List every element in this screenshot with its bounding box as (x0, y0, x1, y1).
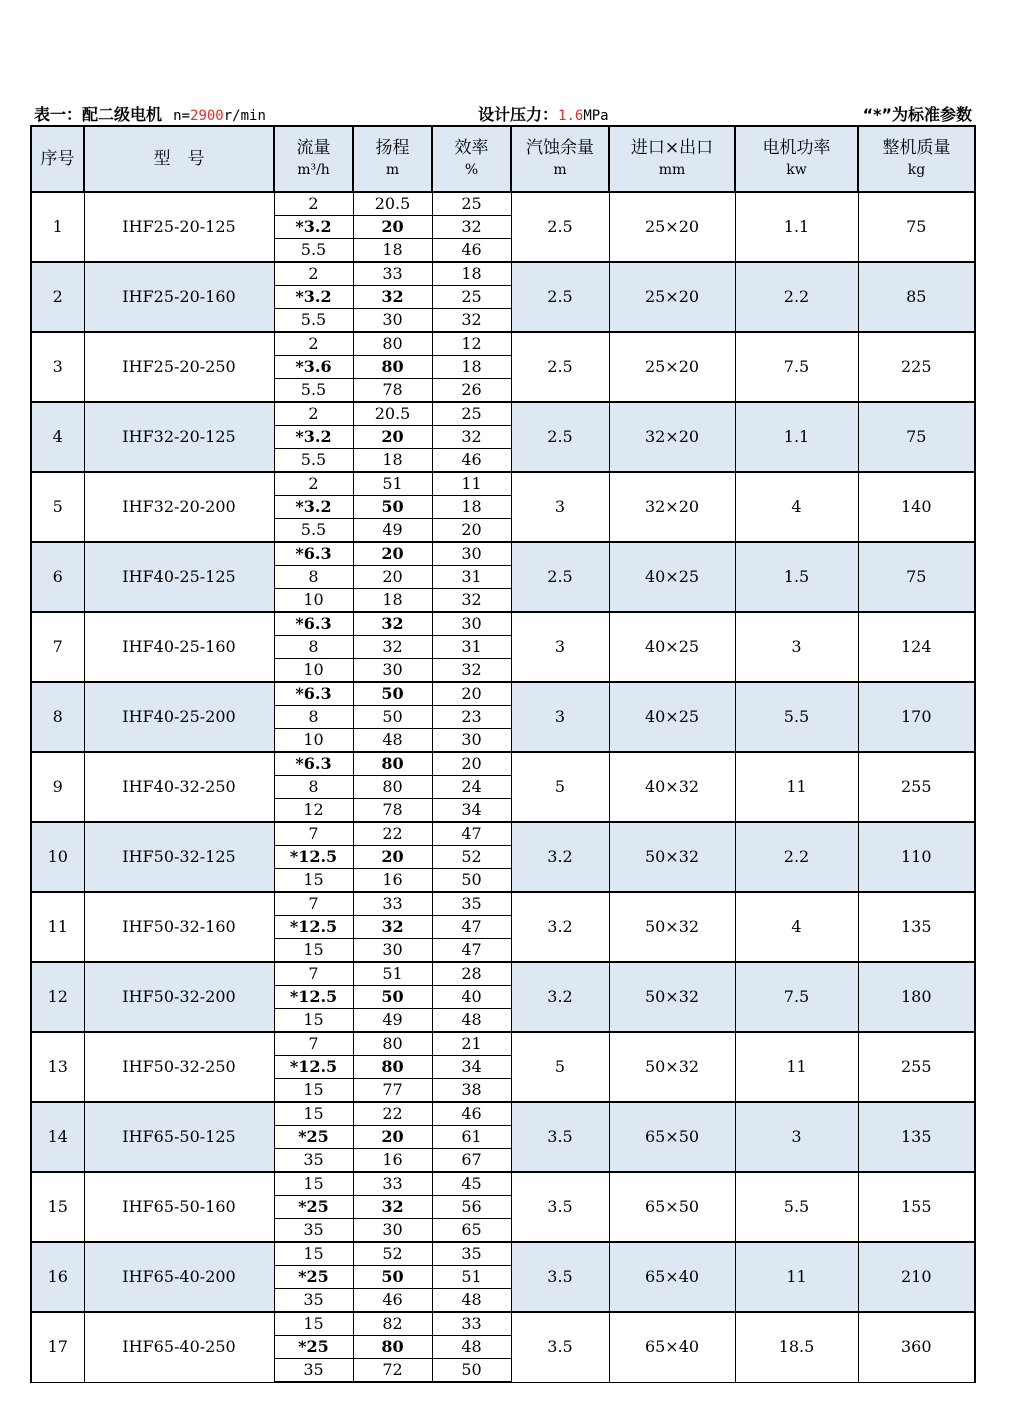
head-cell: 80 (353, 1032, 432, 1056)
table-row (31, 1312, 975, 1336)
header-efficiency: 效率 % (432, 126, 511, 192)
model-cell: IHF40-32-250 (84, 752, 274, 822)
power-cell: 1.1 (735, 402, 858, 472)
port-cell: 50×32 (609, 1032, 735, 1102)
mass-cell: 75 (858, 402, 975, 472)
efficiency-cell: 56 (432, 1196, 511, 1219)
model-cell: IHF25-20-250 (84, 332, 274, 402)
head-cell: 50 (353, 496, 432, 519)
head-cell: 20 (353, 216, 432, 239)
flow-cell: 8 (274, 776, 353, 799)
flow-cell: *6.3 (274, 542, 353, 566)
port-cell: 25×20 (609, 192, 735, 262)
pressure-unit: MPa (583, 108, 609, 124)
efficiency-cell: 46 (432, 449, 511, 473)
npsh-cell: 3.5 (511, 1172, 609, 1242)
head-cell: 50 (353, 986, 432, 1009)
power-cell: 1.1 (735, 192, 858, 262)
row-number-cell: 15 (31, 1172, 84, 1242)
flow-cell: 2 (274, 192, 353, 216)
efficiency-cell: 26 (432, 379, 511, 403)
mass-cell: 140 (858, 472, 975, 542)
port-cell: 40×25 (609, 542, 735, 612)
head-cell: 20 (353, 1126, 432, 1149)
efficiency-cell: 20 (432, 682, 511, 706)
efficiency-cell: 32 (432, 659, 511, 683)
port-cell: 65×50 (609, 1102, 735, 1172)
power-cell: 5.5 (735, 682, 858, 752)
port-cell: 25×20 (609, 262, 735, 332)
flow-cell: 8 (274, 636, 353, 659)
mass-cell: 124 (858, 612, 975, 682)
caption-pressure (478, 104, 609, 127)
row-number-cell: 9 (31, 752, 84, 822)
power-cell: 1.5 (735, 542, 858, 612)
head-cell: 46 (353, 1289, 432, 1313)
model-cell: IHF25-20-160 (84, 262, 274, 332)
npsh-cell: 5 (511, 1032, 609, 1102)
npsh-cell: 3.5 (511, 1242, 609, 1312)
flow-cell: *3.6 (274, 356, 353, 379)
port-cell: 50×32 (609, 962, 735, 1032)
row-number-cell: 4 (31, 402, 84, 472)
table-body (31, 192, 975, 1382)
flow-cell: 5.5 (274, 239, 353, 263)
mass-cell: 110 (858, 822, 975, 892)
flow-cell: 10 (274, 589, 353, 613)
efficiency-cell: 18 (432, 496, 511, 519)
mass-cell: 255 (858, 752, 975, 822)
model-cell: IHF32-20-125 (84, 402, 274, 472)
head-cell: 80 (353, 776, 432, 799)
model-cell: IHF32-20-200 (84, 472, 274, 542)
efficiency-cell: 20 (432, 752, 511, 776)
standard-note: “*”为标准参数 (862, 105, 972, 124)
power-cell: 3 (735, 612, 858, 682)
head-cell: 32 (353, 286, 432, 309)
flow-cell: 5.5 (274, 309, 353, 333)
mass-cell: 360 (858, 1312, 975, 1382)
efficiency-cell: 40 (432, 986, 511, 1009)
row-number-cell: 16 (31, 1242, 84, 1312)
port-cell: 50×32 (609, 892, 735, 962)
flow-cell: 15 (274, 1009, 353, 1033)
speed-value: 2900 (190, 108, 224, 124)
head-cell: 30 (353, 939, 432, 963)
head-cell: 80 (353, 1336, 432, 1359)
mass-cell: 180 (858, 962, 975, 1032)
flow-cell: 15 (274, 1312, 353, 1336)
power-cell: 3 (735, 1102, 858, 1172)
table-row (31, 402, 975, 426)
head-cell: 20.5 (353, 402, 432, 426)
efficiency-cell: 47 (432, 822, 511, 846)
flow-cell: *6.3 (274, 612, 353, 636)
header-model: 型 号 (84, 126, 274, 192)
head-cell: 16 (353, 1149, 432, 1173)
row-number-cell: 7 (31, 612, 84, 682)
model-cell: IHF65-50-160 (84, 1172, 274, 1242)
flow-cell: 15 (274, 1102, 353, 1126)
table-row (31, 682, 975, 706)
mass-cell: 155 (858, 1172, 975, 1242)
power-cell: 11 (735, 1242, 858, 1312)
port-cell: 65×50 (609, 1172, 735, 1242)
caption-left (34, 104, 266, 127)
head-cell: 78 (353, 379, 432, 403)
table-caption (30, 104, 974, 126)
flow-cell: 12 (274, 799, 353, 823)
port-cell: 65×40 (609, 1312, 735, 1382)
table-row (31, 822, 975, 846)
efficiency-cell: 34 (432, 799, 511, 823)
model-cell: IHF40-25-125 (84, 542, 274, 612)
header-mass: 整机质量 kg (858, 126, 975, 192)
head-cell: 80 (353, 752, 432, 776)
flow-cell: 7 (274, 892, 353, 916)
efficiency-cell: 38 (432, 1079, 511, 1103)
row-number-cell: 3 (31, 332, 84, 402)
efficiency-cell: 35 (432, 892, 511, 916)
flow-cell: 15 (274, 1242, 353, 1266)
port-cell: 40×32 (609, 752, 735, 822)
header-power: 电机功率 kw (735, 126, 858, 192)
head-cell: 33 (353, 892, 432, 916)
npsh-cell: 3.2 (511, 822, 609, 892)
mass-cell: 170 (858, 682, 975, 752)
flow-cell: *25 (274, 1196, 353, 1219)
flow-cell: *6.3 (274, 682, 353, 706)
flow-cell: *25 (274, 1126, 353, 1149)
efficiency-cell: 31 (432, 636, 511, 659)
mass-cell: 75 (858, 542, 975, 612)
head-cell: 22 (353, 822, 432, 846)
power-cell: 4 (735, 472, 858, 542)
efficiency-cell: 25 (432, 286, 511, 309)
flow-cell: 2 (274, 402, 353, 426)
flow-cell: *3.2 (274, 426, 353, 449)
efficiency-cell: 25 (432, 192, 511, 216)
efficiency-cell: 18 (432, 262, 511, 286)
head-cell: 30 (353, 659, 432, 683)
efficiency-cell: 45 (432, 1172, 511, 1196)
flow-cell: 8 (274, 706, 353, 729)
flow-cell: 10 (274, 729, 353, 753)
port-cell: 40×25 (609, 612, 735, 682)
mass-cell: 210 (858, 1242, 975, 1312)
caption-title: 表一：配二级电机 (34, 105, 163, 124)
flow-cell: 7 (274, 1032, 353, 1056)
head-cell: 20 (353, 846, 432, 869)
efficiency-cell: 12 (432, 332, 511, 356)
port-cell: 25×20 (609, 332, 735, 402)
efficiency-cell: 52 (432, 846, 511, 869)
head-cell: 49 (353, 519, 432, 543)
model-cell: IHF25-20-125 (84, 192, 274, 262)
row-number-cell: 2 (31, 262, 84, 332)
power-cell: 11 (735, 1032, 858, 1102)
flow-cell: *25 (274, 1336, 353, 1359)
flow-cell: *12.5 (274, 986, 353, 1009)
npsh-cell: 3.2 (511, 962, 609, 1032)
table-row (31, 192, 975, 216)
row-number-cell: 13 (31, 1032, 84, 1102)
efficiency-cell: 47 (432, 916, 511, 939)
efficiency-cell: 30 (432, 612, 511, 636)
port-cell: 32×20 (609, 402, 735, 472)
efficiency-cell: 30 (432, 729, 511, 753)
header-npsh: 汽蚀余量 m (511, 126, 609, 192)
flow-cell: 5.5 (274, 379, 353, 403)
head-cell: 72 (353, 1359, 432, 1383)
flow-cell: *12.5 (274, 1056, 353, 1079)
npsh-cell: 3 (511, 472, 609, 542)
pressure-label: 设计压力： (478, 105, 559, 124)
flow-cell: 5.5 (274, 449, 353, 473)
efficiency-cell: 47 (432, 939, 511, 963)
head-cell: 80 (353, 356, 432, 379)
flow-cell: *12.5 (274, 846, 353, 869)
flow-cell: 15 (274, 1079, 353, 1103)
efficiency-cell: 32 (432, 216, 511, 239)
flow-cell: *3.2 (274, 216, 353, 239)
flow-cell: *25 (274, 1266, 353, 1289)
head-cell: 30 (353, 309, 432, 333)
flow-cell: 35 (274, 1149, 353, 1173)
header-no: 序号 (31, 126, 84, 192)
efficiency-cell: 23 (432, 706, 511, 729)
efficiency-cell: 67 (432, 1149, 511, 1173)
efficiency-cell: 30 (432, 542, 511, 566)
efficiency-cell: 65 (432, 1219, 511, 1243)
efficiency-cell: 61 (432, 1126, 511, 1149)
flow-cell: 2 (274, 332, 353, 356)
power-cell: 2.2 (735, 822, 858, 892)
power-cell: 18.5 (735, 1312, 858, 1382)
efficiency-cell: 24 (432, 776, 511, 799)
npsh-cell: 3.5 (511, 1312, 609, 1382)
npsh-cell: 5 (511, 752, 609, 822)
row-number-cell: 10 (31, 822, 84, 892)
row-number-cell: 17 (31, 1312, 84, 1382)
efficiency-cell: 11 (432, 472, 511, 496)
head-cell: 32 (353, 916, 432, 939)
head-cell: 48 (353, 729, 432, 753)
efficiency-cell: 32 (432, 426, 511, 449)
mass-cell: 135 (858, 1102, 975, 1172)
flow-cell: 35 (274, 1289, 353, 1313)
power-cell: 7.5 (735, 962, 858, 1032)
head-cell: 80 (353, 332, 432, 356)
head-cell: 50 (353, 706, 432, 729)
flow-cell: 2 (274, 472, 353, 496)
pressure-value: 1.6 (558, 108, 584, 124)
flow-cell: 8 (274, 566, 353, 589)
efficiency-cell: 28 (432, 962, 511, 986)
head-cell: 82 (353, 1312, 432, 1336)
port-cell: 65×40 (609, 1242, 735, 1312)
efficiency-cell: 33 (432, 1312, 511, 1336)
table-row (31, 1242, 975, 1266)
head-cell: 50 (353, 1266, 432, 1289)
head-cell: 51 (353, 472, 432, 496)
efficiency-cell: 25 (432, 402, 511, 426)
head-cell: 77 (353, 1079, 432, 1103)
row-number-cell: 6 (31, 542, 84, 612)
flow-cell: 5.5 (274, 519, 353, 543)
head-cell: 51 (353, 962, 432, 986)
efficiency-cell: 50 (432, 869, 511, 893)
mass-cell: 135 (858, 892, 975, 962)
flow-cell: *6.3 (274, 752, 353, 776)
row-number-cell: 11 (31, 892, 84, 962)
efficiency-cell: 46 (432, 239, 511, 263)
head-cell: 78 (353, 799, 432, 823)
npsh-cell: 3.5 (511, 1102, 609, 1172)
flow-cell: 15 (274, 1172, 353, 1196)
head-cell: 20 (353, 542, 432, 566)
header-port: 进口×出口 mm (609, 126, 735, 192)
head-cell: 22 (353, 1102, 432, 1126)
table-row (31, 1102, 975, 1126)
power-cell: 5.5 (735, 1172, 858, 1242)
flow-cell: 10 (274, 659, 353, 683)
head-cell: 32 (353, 636, 432, 659)
efficiency-cell: 48 (432, 1009, 511, 1033)
header-flow: 流量 m³/h (274, 126, 353, 192)
efficiency-cell: 18 (432, 356, 511, 379)
efficiency-cell: 32 (432, 589, 511, 613)
header-head: 扬程 m (353, 126, 432, 192)
power-cell: 2.2 (735, 262, 858, 332)
head-cell: 20.5 (353, 192, 432, 216)
model-cell: IHF65-50-125 (84, 1102, 274, 1172)
flow-cell: 15 (274, 869, 353, 893)
flow-cell: *3.2 (274, 286, 353, 309)
npsh-cell: 2.5 (511, 542, 609, 612)
row-number-cell: 14 (31, 1102, 84, 1172)
npsh-cell: 2.5 (511, 402, 609, 472)
npsh-cell: 3 (511, 612, 609, 682)
mass-cell: 85 (858, 262, 975, 332)
npsh-cell: 2.5 (511, 192, 609, 262)
head-cell: 20 (353, 426, 432, 449)
model-cell: IHF50-32-160 (84, 892, 274, 962)
model-cell: IHF65-40-250 (84, 1312, 274, 1382)
head-cell: 32 (353, 612, 432, 636)
model-cell: IHF65-40-200 (84, 1242, 274, 1312)
head-cell: 32 (353, 1196, 432, 1219)
row-number-cell: 1 (31, 192, 84, 262)
table-row (31, 332, 975, 356)
head-cell: 30 (353, 1219, 432, 1243)
power-cell: 4 (735, 892, 858, 962)
table-row (31, 1172, 975, 1196)
port-cell: 32×20 (609, 472, 735, 542)
flow-cell: 15 (274, 939, 353, 963)
model-cell: IHF40-25-160 (84, 612, 274, 682)
table-row (31, 892, 975, 916)
table-row (31, 262, 975, 286)
flow-cell: 35 (274, 1359, 353, 1383)
table-row (31, 542, 975, 566)
npsh-cell: 2.5 (511, 332, 609, 402)
flow-cell: 7 (274, 822, 353, 846)
model-cell: IHF40-25-200 (84, 682, 274, 752)
header-row (31, 126, 975, 192)
power-cell: 7.5 (735, 332, 858, 402)
efficiency-cell: 32 (432, 309, 511, 333)
head-cell: 20 (353, 566, 432, 589)
pump-spec-table (30, 125, 976, 1383)
flow-cell: 7 (274, 962, 353, 986)
efficiency-cell: 21 (432, 1032, 511, 1056)
flow-cell: 35 (274, 1219, 353, 1243)
efficiency-cell: 48 (432, 1336, 511, 1359)
caption-speed (173, 108, 266, 124)
row-number-cell: 12 (31, 962, 84, 1032)
model-cell: IHF50-32-250 (84, 1032, 274, 1102)
efficiency-cell: 35 (432, 1242, 511, 1266)
efficiency-cell: 50 (432, 1359, 511, 1383)
table-row (31, 612, 975, 636)
npsh-cell: 2.5 (511, 262, 609, 332)
head-cell: 18 (353, 239, 432, 263)
head-cell: 80 (353, 1056, 432, 1079)
head-cell: 49 (353, 1009, 432, 1033)
head-cell: 52 (353, 1242, 432, 1266)
mass-cell: 225 (858, 332, 975, 402)
flow-cell: *3.2 (274, 496, 353, 519)
mass-cell: 255 (858, 1032, 975, 1102)
port-cell: 50×32 (609, 822, 735, 892)
npsh-cell: 3 (511, 682, 609, 752)
model-cell: IHF50-32-200 (84, 962, 274, 1032)
flow-cell: *12.5 (274, 916, 353, 939)
row-number-cell: 5 (31, 472, 84, 542)
head-cell: 16 (353, 869, 432, 893)
efficiency-cell: 34 (432, 1056, 511, 1079)
head-cell: 33 (353, 1172, 432, 1196)
head-cell: 18 (353, 449, 432, 473)
head-cell: 33 (353, 262, 432, 286)
table-row (31, 752, 975, 776)
model-cell: IHF50-32-125 (84, 822, 274, 892)
efficiency-cell: 31 (432, 566, 511, 589)
head-cell: 50 (353, 682, 432, 706)
table-row (31, 962, 975, 986)
efficiency-cell: 51 (432, 1266, 511, 1289)
efficiency-cell: 46 (432, 1102, 511, 1126)
table-row (31, 472, 975, 496)
flow-cell: 2 (274, 262, 353, 286)
table-row (31, 1032, 975, 1056)
row-number-cell: 8 (31, 682, 84, 752)
npsh-cell: 3.2 (511, 892, 609, 962)
speed-unit: r/min (223, 108, 266, 124)
power-cell: 11 (735, 752, 858, 822)
port-cell: 40×25 (609, 682, 735, 752)
mass-cell: 75 (858, 192, 975, 262)
efficiency-cell: 48 (432, 1289, 511, 1313)
efficiency-cell: 20 (432, 519, 511, 543)
head-cell: 18 (353, 589, 432, 613)
speed-prefix: n= (173, 108, 191, 124)
